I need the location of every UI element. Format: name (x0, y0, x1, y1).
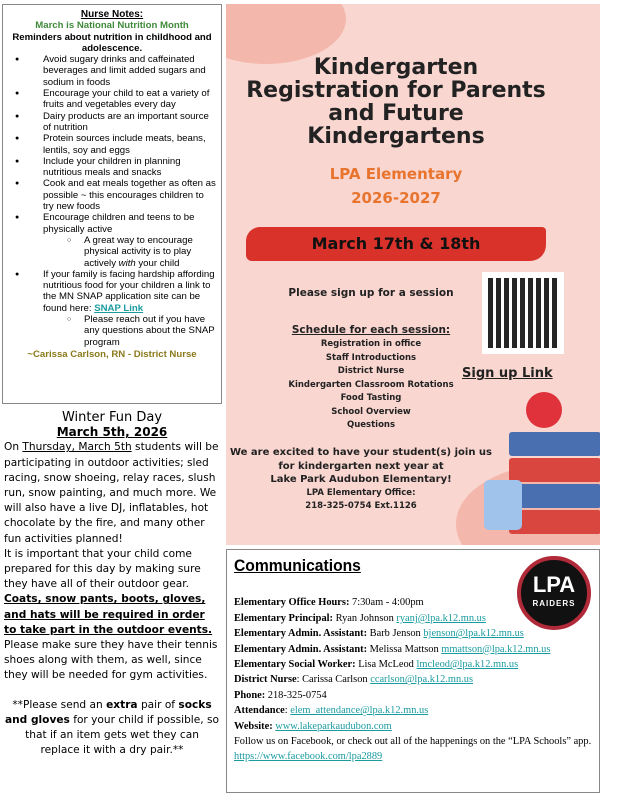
contact-row (234, 657, 592, 672)
communications (226, 549, 600, 793)
text: If your family is facing hardship affording nutritious food for your children a link to the MN SNAP application site can be found here: (43, 268, 215, 314)
contact-link[interactable]: lmcleod@lpa.k12.mn.us (416, 659, 519, 671)
signup-link[interactable]: Sign up Link (462, 366, 553, 381)
flyer-schedule (256, 322, 486, 433)
facebook-link[interactable]: https://www.facebook.com/lpa2889 (234, 751, 383, 763)
book-icon (509, 484, 600, 508)
text: Thursday, March 5th (22, 441, 132, 454)
schedule-item: Registration in office (320, 339, 422, 349)
contact-label: Phone: (234, 689, 266, 701)
book-icon (509, 458, 600, 482)
schedule-item: Kindergarten Classroom Rotations (288, 379, 454, 390)
text: LPA (532, 572, 576, 597)
text: students will be participating in outdoor activities; sled racing, snow shoeing, relay races, slush run, snow painting, and much more. We will also have a live DJ, inflatables, hot chocolate by the fire, and many other fun activities planned! (4, 441, 219, 545)
nurse-notes (2, 4, 222, 404)
list-item: ● Dairy products are an important source of nutrition (7, 111, 217, 134)
contact-value: : (284, 705, 291, 717)
nurse-intro: Reminders about nutrition in childhood and adolescence. (12, 31, 212, 54)
text: **Please send an (12, 698, 107, 711)
text: LPA Elementary Office: (306, 487, 416, 498)
list-item: ● Encourage children and teens to be physically active (7, 212, 217, 235)
text: RAIDERS (532, 599, 576, 608)
nurse-signature: ~Carissa Carlson, RN - District Nurse (27, 348, 197, 360)
contact-value: Ryan Johnson (332, 612, 397, 624)
list-item: ● Include your children in planning nutritious meals and snacks (7, 156, 217, 179)
contact-link[interactable]: ryanj@lpa.k12.mn.us (396, 612, 486, 624)
contact-value: Lisa McLeod (355, 659, 417, 671)
contact-link[interactable]: bjenson@lpa.k12.mn.us (423, 628, 524, 640)
list-item: ● Cook and eat meals together as often as possible ~ this encourages children to try new foods (7, 178, 217, 212)
list-item: ○ Please reach out if you have any questions about the SNAP program (7, 314, 217, 348)
schedule-item: Food Tasting (340, 393, 402, 403)
list-item (7, 269, 217, 314)
text: We are excited to have your student(s) join us for kindergarten next year at (229, 447, 493, 472)
contact-row (234, 672, 592, 687)
contact-label: Elementary Social Worker: (234, 659, 356, 671)
contact-value: Melissa Mattson (367, 643, 442, 655)
snap-link[interactable]: SNAP Link (94, 302, 144, 314)
winter-fun-day (4, 410, 220, 758)
text: 2026-2027 (351, 189, 441, 207)
contact-value: 7:30am - 4:00pm (349, 597, 424, 609)
list-item: ● Protein sources include meats, beans, lentils, soy and eggs (7, 133, 217, 156)
contact-label: District Nurse (234, 674, 297, 686)
text: Lake Park Audubon Elementary! (270, 474, 452, 485)
nurse-list (7, 54, 217, 348)
contact-label: Elementary Admin. Assistant: (234, 643, 368, 655)
text: A great way to encourage physical activity is to play actively (84, 234, 193, 269)
flyer-title: Kindergarten Registration for Parents and Future Kindergartens (246, 55, 546, 149)
text: Coats, snow pants, boots, gloves, and hats will be required in order to take part in the outdoor events. (4, 593, 213, 636)
schedule-item: Questions (346, 420, 396, 430)
contact-link[interactable]: mmattson@lpa.k12.mn.us (441, 643, 551, 655)
winter-paragraph (4, 698, 220, 759)
text: your child (135, 257, 180, 269)
text: socks and gloves (4, 698, 212, 726)
contact-label: Attendance (234, 705, 285, 717)
contact-label: Elementary Principal: (234, 612, 333, 624)
schedule-title: Schedule for each session: (291, 324, 451, 336)
winter-title: Winter Fun Day (61, 410, 163, 425)
contact-label: Website: (234, 720, 273, 732)
text: LPA Elementary (329, 165, 463, 183)
text: It is important that your child come prepared for this day by making sure they have all of their outdoor gear. (4, 547, 201, 591)
text: for your child if possible, so that if an item gets wet they can replace it with a dry pair.** (25, 713, 219, 757)
text: pair of (137, 698, 179, 711)
flyer-school (286, 162, 506, 210)
text: with (118, 257, 136, 269)
winter-paragraph (4, 440, 220, 546)
kindergarten-flyer (226, 4, 600, 545)
flyer-dates: March 17th & 18th (246, 227, 546, 261)
nurse-title: Nurse Notes: (80, 9, 144, 20)
contact-link[interactable]: www.lakeparkaudubon.com (275, 720, 392, 732)
follow-text: Follow us on Facebook, or check out all of the happenings on the “LPA Schools” app. (234, 736, 592, 748)
contact-label: Elementary Admin. Assistant: (234, 628, 368, 640)
contact-row (234, 642, 592, 657)
contact-value: Barb Jenson (367, 628, 424, 640)
apple-icon (526, 392, 562, 428)
contact-value: : Carissa Carlson (296, 674, 371, 686)
text: On (4, 441, 23, 454)
winter-paragraph (4, 547, 220, 684)
contact-label: Elementary Office Hours: (234, 597, 350, 609)
flyer-closing (226, 446, 496, 514)
contact-link[interactable]: ccarlson@lpa.k12.mn.us (370, 674, 473, 686)
list-item: ● Encourage your child to eat a variety of fruits and vegetables every day (7, 88, 217, 111)
list-item: ● Avoid sugary drinks and caffeinated beverages and limit added sugars and sodium in foods (7, 54, 217, 88)
lpa-raiders-logo (517, 556, 591, 630)
schedule-item: District Nurse (337, 366, 405, 376)
winter-date: March 5th, 2026 (56, 425, 168, 440)
contact-row (234, 626, 592, 641)
qr-code[interactable] (482, 272, 564, 354)
contact-value: 218-325-0754 (265, 689, 327, 701)
schedule-item: Staff Introductions (325, 352, 417, 363)
contact-row (234, 688, 592, 703)
book-icon (509, 510, 600, 534)
flyer-signup: Please sign up for a session (288, 287, 454, 299)
comm-title: Communications (234, 556, 361, 575)
qr-pattern (488, 278, 558, 348)
nurse-subtitle: March is National Nutrition Month (35, 20, 189, 32)
list-item (7, 235, 217, 269)
text: extra (106, 698, 138, 711)
text: Please make sure they have their tennis shoes along with them, as well, since they will be needed for gym activities. (4, 639, 218, 682)
book-icon (509, 432, 600, 456)
contact-row (234, 719, 592, 734)
text: 218-325-0754 Ext.1126 (305, 501, 417, 511)
contact-row (234, 703, 592, 718)
contact-link[interactable]: elem_attendance@lpa.k12.mn.us (290, 705, 429, 717)
schedule-item: School Overview (331, 406, 411, 417)
